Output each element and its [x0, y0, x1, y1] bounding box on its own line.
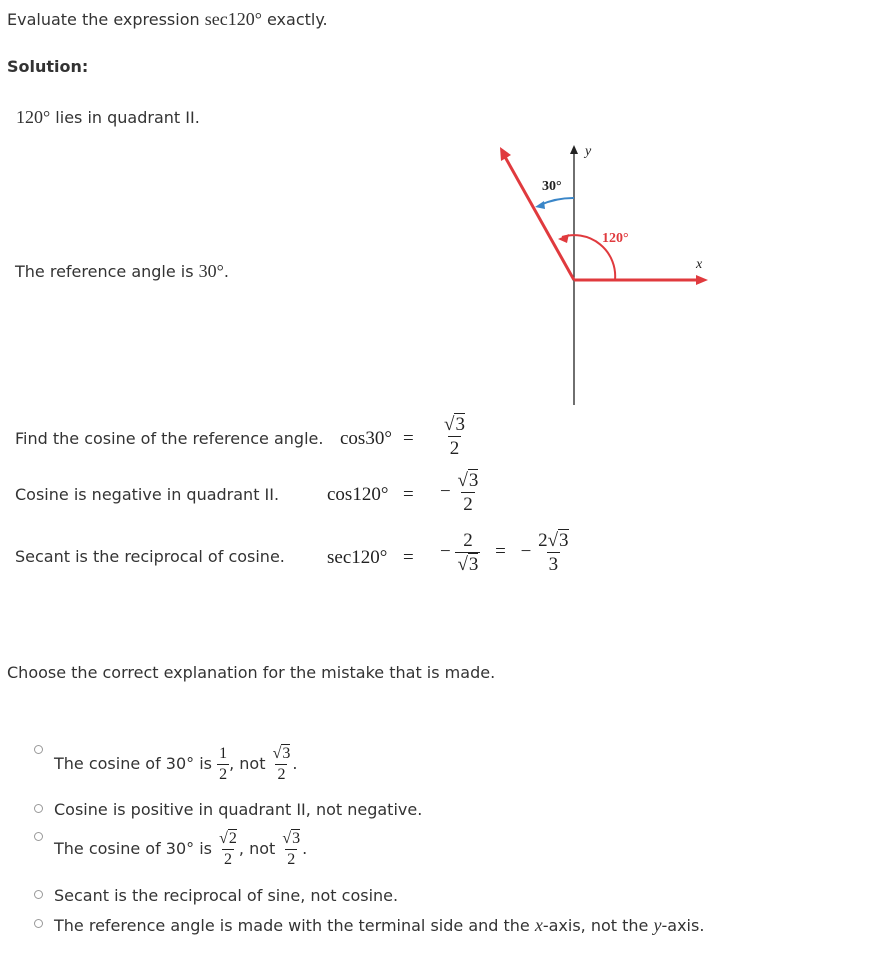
sqrt: √2 [219, 830, 237, 847]
sqrt: √3 [282, 830, 301, 847]
step-eq-1: = [403, 428, 414, 449]
step-eq-2: = [403, 484, 414, 505]
y-axis-label: y [585, 144, 592, 159]
option-3-radio[interactable] [34, 832, 43, 841]
step-eq-3: = [403, 547, 414, 568]
arc-30 [540, 198, 574, 205]
fraction: $\frac{1}{2}$ [219, 745, 228, 783]
angle-120-label: 120° [602, 231, 629, 246]
prompt-prefix: Evaluate the expression [7, 10, 205, 29]
problem-statement [7, 9, 328, 30]
step-label-3: Secant is the reciprocal of cosine. [15, 547, 285, 566]
cos30-value [442, 415, 467, 458]
option-2-radio[interactable] [34, 804, 43, 813]
terminal-side [504, 155, 574, 280]
step-quadrant-expr: 120° [16, 107, 51, 127]
option-4-label[interactable]: Secant is the reciprocal of sine, not cosine. [54, 886, 399, 905]
option-4-radio[interactable] [34, 890, 43, 899]
step-quadrant-text: lies in quadrant II. [55, 108, 200, 127]
prompt-suffix: exactly. [261, 10, 328, 29]
option-2-label[interactable]: Cosine is positive in quadrant II, not negative. [54, 800, 423, 819]
option-1-radio[interactable] [34, 745, 43, 754]
sqrt: √3 [457, 470, 479, 491]
reference-angle-diagram [490, 135, 720, 410]
arc-120-arrow-icon [558, 234, 569, 243]
cos120-value: − $\frac{√3}{2}$ [440, 470, 479, 515]
sqrt: √3 [272, 745, 291, 762]
x-axis-arrow-icon [696, 275, 708, 285]
prompt-expression: sec120° [204, 9, 262, 29]
step-quadrant [16, 107, 200, 128]
sqrt: √3 [444, 414, 465, 435]
fraction: $\frac{√3}{2}$ [282, 830, 301, 868]
fraction: $\frac{√3}{2}$ [272, 745, 291, 783]
sqrt: √3 [457, 554, 479, 575]
fraction: $\frac{√3}{2}$ [444, 414, 465, 459]
step-reference-angle [15, 261, 229, 282]
reference-angle-text: The reference angle is [15, 262, 199, 281]
solution-heading: Solution: [7, 57, 89, 76]
option-3-label[interactable]: The cosine of 30° is $\frac{√2}{2}$ , not $\frac{√3}{2}$ . [54, 830, 308, 868]
y-axis-arrow-icon [570, 145, 578, 154]
reference-angle-end: . [223, 262, 229, 281]
fraction: $\frac{√3}{2}$ [457, 470, 479, 515]
step-lhs-2: cos120° [327, 484, 389, 505]
fraction: $\frac{2√3}{3}$ [538, 530, 569, 575]
step-label-2: Cosine is negative in quadrant II. [15, 485, 280, 504]
question-prompt: Choose the correct explanation for the mistake that is made. [7, 663, 496, 682]
sqrt: √3 [547, 530, 569, 551]
x-axis-label: x [696, 257, 703, 272]
angle-30-label: 30° [542, 179, 562, 194]
arc-30-arrow-icon [535, 201, 545, 209]
sec120-value: − $\frac{2}{√3}$ = − $\frac{2√3}{3}$ [440, 530, 569, 575]
option-1-label[interactable]: The cosine of 30° is $\frac{1}{2}$ , not $\frac{√3}{2}$ . [54, 745, 298, 783]
option-5-radio[interactable] [34, 919, 43, 928]
step-lhs-1: cos30° [340, 428, 392, 449]
reference-angle-value: 30° [198, 261, 224, 281]
fraction: $\frac{2}{√3}$ [457, 530, 479, 575]
step-lhs-3: sec120° [327, 547, 388, 568]
option-5-label[interactable]: The reference angle is made with the terminal side and the x-axis, not the y-axis. [54, 915, 705, 935]
fraction: $\frac{√2}{2}$ [219, 830, 237, 868]
step-label-1: Find the cosine of the reference angle. [15, 429, 324, 448]
